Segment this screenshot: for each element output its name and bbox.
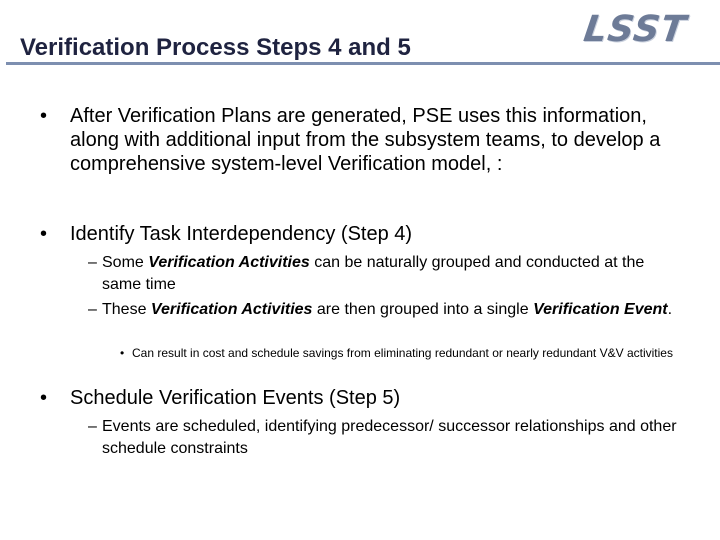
text-part: are then grouped into a single <box>312 301 534 318</box>
slide-title: Verification Process Steps 4 and 5 <box>20 34 411 61</box>
emphasis-text: Verification Activities <box>148 254 310 271</box>
dash-bullet-icon: – <box>88 418 97 435</box>
bullet-text: After Verification Plans are generated, PSE uses this information, along with additional input from the subsystem teams, to develop a comprehensive system-level Verification model, : <box>70 105 661 175</box>
bullet-dot-icon: • <box>40 387 48 409</box>
emphasis-text: Verification Event <box>533 301 668 318</box>
lsst-logo <box>581 9 712 50</box>
dash-bullet-icon: – <box>88 301 97 318</box>
dash-bullet-icon: – <box>88 254 97 271</box>
title-underline <box>6 62 720 65</box>
sub-bullet-text <box>88 299 678 321</box>
bullet-schedule-verification-events <box>40 386 672 410</box>
bullet-text: Identify Task Interdependency (Step 4) <box>70 223 413 245</box>
bullet-after-verification-plans <box>40 104 672 176</box>
text-part: can be naturally grouped and conducted at the same time <box>102 254 645 293</box>
sub-bullet-text: Events are scheduled, identifying predecessor/ successor relationships and other schedule constraints <box>102 418 677 457</box>
sub-bullet-some-activities <box>88 252 678 296</box>
bullet-dot-icon: • <box>120 346 125 360</box>
text-part: These <box>102 301 151 318</box>
sub-bullet-events-scheduled <box>88 416 678 460</box>
bullet-identify-task-interdependency <box>40 222 672 246</box>
sub-bullet-these-activities <box>88 299 678 321</box>
sub-sub-bullet-cost-savings <box>120 345 685 361</box>
bullet-text: Schedule Verification Events (Step 5) <box>70 387 401 409</box>
logo-text: LSST <box>581 9 690 50</box>
emphasis-text: Verification Activities <box>150 301 313 318</box>
text-part: Some <box>102 254 149 271</box>
text-part: . <box>667 301 673 318</box>
sub-bullet-text <box>88 252 678 296</box>
sub-sub-bullet-text: Can result in cost and schedule savings from eliminating redundant or nearly redundant V&V activities <box>132 346 673 360</box>
bullet-dot-icon: • <box>40 223 48 245</box>
bullet-dot-icon: • <box>40 105 48 127</box>
